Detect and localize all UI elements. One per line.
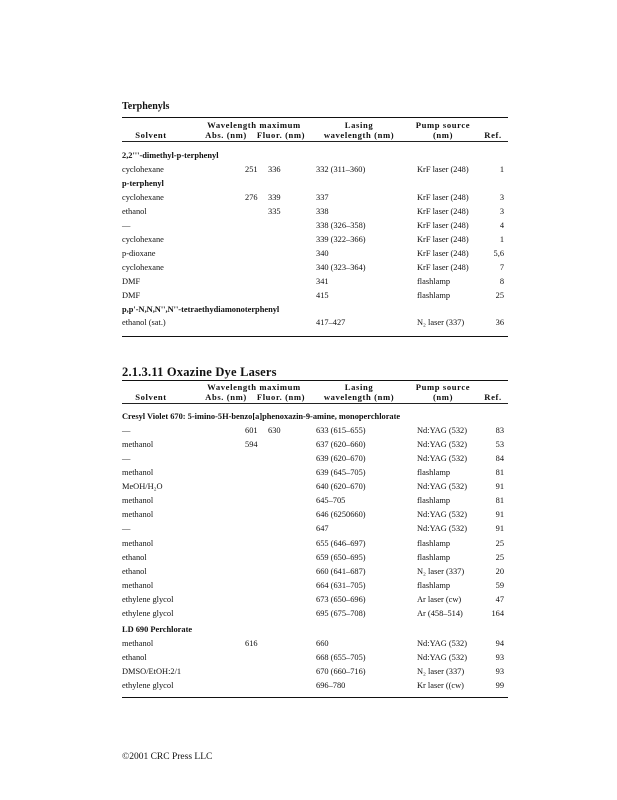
cell-solvent: DMSO/EtOH:2/1 [122, 667, 182, 676]
cell-pump: KrF laser (248) [417, 235, 469, 244]
cell-solvent: cyclohexane [122, 263, 164, 272]
table-row [122, 316, 508, 330]
cell-ref: 7 [499, 263, 504, 272]
cell-solvent: cyclohexane [122, 235, 164, 244]
cell-ref: 81 [495, 468, 504, 477]
cell-pump: flashlamp [417, 277, 451, 286]
cell-ref: 5,6 [493, 249, 504, 258]
cell-ref: 93 [495, 667, 504, 676]
cell-ref: 53 [495, 440, 504, 449]
table-row [122, 219, 508, 233]
cell-ref: 8 [499, 277, 504, 286]
cell-solvent: cyclohexane [122, 165, 164, 174]
cell-solvent: methanol [122, 510, 154, 519]
group-title: LD 690 Perchlorate [122, 625, 193, 634]
cell-lasing: 695 (675–708) [316, 609, 366, 618]
cell-pump: KrF laser (248) [417, 249, 469, 258]
table-row [122, 651, 508, 665]
table-row [122, 205, 508, 219]
cell-ref: 59 [495, 581, 504, 590]
cell-ref: 91 [495, 510, 504, 519]
cell-pump: flashlamp [417, 539, 451, 548]
cell-solvent: methanol [122, 440, 154, 449]
table-row [122, 537, 508, 551]
cell-pump: KrF laser (248) [417, 165, 469, 174]
header-lasing-2: wavelength (nm) [323, 392, 395, 402]
cell-ref: 91 [495, 482, 504, 491]
cell-lasing: 664 (631–705) [316, 581, 366, 590]
cell-ref: 99 [495, 681, 504, 690]
cell-solvent: ethanol [122, 653, 147, 662]
cell-lasing: 341 [316, 277, 329, 286]
cell-solvent: ethylene glycol [122, 609, 174, 618]
cell-pump: flashlamp [417, 553, 451, 562]
header-pump-1: Pump source [415, 382, 471, 392]
terphenyls-bottom-rule [122, 336, 508, 337]
header-pump-1: Pump source [415, 120, 471, 130]
cell-abs: 276 [245, 193, 258, 202]
header-ref: Ref. [484, 130, 502, 140]
header-lasing-2: wavelength (nm) [323, 130, 395, 140]
cell-pump: flashlamp [417, 468, 451, 477]
cell-lasing: 332 (311–360) [316, 165, 366, 174]
cell-fluor: 630 [268, 426, 281, 435]
cell-pump: Nd:YAG (532) [417, 524, 468, 533]
cell-abs: 594 [245, 440, 258, 449]
cell-lasing: 637 (620–660) [316, 440, 366, 449]
cell-fluor: 335 [268, 207, 281, 216]
cell-pump: Kr laser ((cw) [417, 681, 464, 690]
cell-pump: KrF laser (248) [417, 221, 469, 230]
table-row [122, 665, 508, 679]
copyright-footer: ©2001 CRC Press LLC [122, 752, 213, 762]
cell-ref: 93 [495, 653, 504, 662]
cell-pump: Ar (458–514) [417, 609, 463, 618]
table-row [122, 261, 508, 275]
cell-pump: KrF laser (248) [417, 193, 469, 202]
table-row [122, 522, 508, 536]
cell-pump: Nd:YAG (532) [417, 482, 468, 491]
cell-solvent: ethylene glycol [122, 681, 174, 690]
cell-pump: KrF laser (248) [417, 263, 469, 272]
cell-lasing: 633 (615–655) [316, 426, 366, 435]
cell-lasing: 646 (6250660) [316, 510, 366, 519]
header-abs: Abs. (nm) [205, 130, 247, 140]
header-lasing-1: Lasing [344, 120, 374, 130]
table-row [122, 163, 508, 177]
cell-pump: KrF laser (248) [417, 207, 469, 216]
cell-lasing: 668 (655–705) [316, 653, 366, 662]
cell-solvent: ethanol [122, 567, 147, 576]
cell-solvent: ethanol [122, 553, 147, 562]
group-title: p-terphenyl [122, 179, 164, 188]
cell-pump: N₂ laser (337) [417, 567, 465, 576]
table-row [122, 466, 508, 480]
header-fluor: Fluor. (nm) [256, 130, 306, 140]
table-row [122, 637, 508, 651]
table-row [122, 508, 508, 522]
cell-ref: 20 [495, 567, 504, 576]
group-title: Cresyl Violet 670: 5-imino-5H-benzo[a]phenoxazin-9-amine, monoperchlorate [122, 412, 401, 421]
cell-pump: N₂ laser (337) [417, 667, 465, 676]
cell-solvent: DMF [122, 291, 141, 300]
cell-ref: 47 [495, 595, 504, 604]
cell-lasing: 696–780 [316, 681, 346, 690]
cell-ref: 3 [499, 193, 504, 202]
cell-lasing: 639 (645–705) [316, 468, 366, 477]
cell-lasing: 647 [316, 524, 329, 533]
header-wavelength-max: Wavelength maximum [207, 382, 301, 392]
cell-ref: 81 [495, 496, 504, 505]
group-title: p,p'-N,N,N'',N''-tetraethydiamonoterphenyl [122, 305, 280, 314]
cell-pump: Nd:YAG (532) [417, 639, 468, 648]
cell-ref: 25 [495, 553, 504, 562]
cell-solvent: p-dioxane [122, 249, 156, 258]
cell-ref: 3 [499, 207, 504, 216]
cell-fluor: 339 [268, 193, 281, 202]
cell-lasing: 338 [316, 207, 329, 216]
header-pump-2: (nm) [432, 392, 454, 402]
table-row [122, 565, 508, 579]
cell-ref: 84 [495, 454, 504, 463]
cell-ref: 4 [499, 221, 504, 230]
cell-solvent: ethanol (sat.) [122, 318, 166, 327]
cell-solvent: methanol [122, 539, 154, 548]
cell-pump: N₂ laser (337) [417, 318, 465, 327]
table-row [122, 191, 508, 205]
cell-ref: 36 [495, 318, 504, 327]
cell-lasing: 338 (326–358) [316, 221, 366, 230]
cell-solvent: DMF [122, 277, 141, 286]
table-row [122, 233, 508, 247]
header-solvent: Solvent [135, 392, 167, 402]
header-solvent: Solvent [135, 130, 167, 140]
cell-ref: 94 [495, 639, 504, 648]
cell-ref: 1 [499, 165, 504, 174]
table-row [122, 275, 508, 289]
oxazine-header-rule [122, 403, 508, 404]
cell-solvent: methanol [122, 468, 154, 477]
cell-solvent: methanol [122, 581, 154, 590]
cell-lasing: 670 (660–716) [316, 667, 366, 676]
cell-pump: Ar laser (cw) [417, 595, 462, 604]
cell-abs: 616 [245, 639, 258, 648]
cell-solvent: — [122, 524, 131, 533]
cell-lasing: 660 (641–687) [316, 567, 366, 576]
cell-pump: flashlamp [417, 496, 451, 505]
cell-abs: 601 [245, 426, 258, 435]
cell-lasing: 417–427 [316, 318, 346, 327]
cell-lasing: 660 [316, 639, 329, 648]
cell-ref: 91 [495, 524, 504, 533]
cell-solvent: MeOH/H₂O [122, 482, 163, 491]
cell-pump: Nd:YAG (532) [417, 653, 468, 662]
table-row [122, 494, 508, 508]
cell-solvent: methanol [122, 496, 154, 505]
cell-pump: Nd:YAG (532) [417, 510, 468, 519]
cell-ref: 83 [495, 426, 504, 435]
cell-pump: Nd:YAG (532) [417, 426, 468, 435]
table-row [122, 679, 508, 693]
table-row [122, 289, 508, 303]
header-abs: Abs. (nm) [205, 392, 247, 402]
oxazine-title: 2.1.3.11 Oxazine Dye Lasers [122, 365, 277, 379]
cell-pump: flashlamp [417, 291, 451, 300]
cell-lasing: 673 (650–696) [316, 595, 366, 604]
cell-pump: flashlamp [417, 581, 451, 590]
cell-solvent: methanol [122, 639, 154, 648]
cell-lasing: 415 [316, 291, 329, 300]
header-lasing-1: Lasing [344, 382, 374, 392]
terphenyls-header-rule [122, 141, 508, 142]
table-row [122, 424, 508, 438]
cell-solvent: — [122, 426, 131, 435]
cell-abs: 251 [245, 165, 258, 174]
cell-pump: Nd:YAG (532) [417, 454, 468, 463]
cell-lasing: 645–705 [316, 496, 346, 505]
header-fluor: Fluor. (nm) [256, 392, 306, 402]
table-row [122, 452, 508, 466]
cell-solvent: ethanol [122, 207, 147, 216]
terphenyls-top-rule [122, 117, 508, 118]
cell-lasing: 337 [316, 193, 329, 202]
group-title: 2,2'''-dimethyl-p-terphenyl [122, 151, 219, 160]
cell-ref: 25 [495, 539, 504, 548]
header-wavelength-max: Wavelength maximum [207, 120, 301, 130]
cell-ref: 164 [491, 609, 504, 618]
cell-lasing: 659 (650–695) [316, 553, 366, 562]
header-ref: Ref. [484, 392, 502, 402]
table-row [122, 438, 508, 452]
cell-ref: 1 [499, 235, 504, 244]
cell-lasing: 639 (620–670) [316, 454, 366, 463]
cell-lasing: 339 (322–366) [316, 235, 366, 244]
cell-lasing: 655 (646–697) [316, 539, 366, 548]
table-row [122, 480, 508, 494]
cell-solvent: ethylene glycol [122, 595, 174, 604]
cell-solvent: — [122, 221, 131, 230]
cell-lasing: 340 (323–364) [316, 263, 366, 272]
table-row [122, 579, 508, 593]
cell-fluor: 336 [268, 165, 281, 174]
cell-pump: Nd:YAG (532) [417, 440, 468, 449]
oxazine-top-rule [122, 380, 508, 381]
cell-ref: 25 [495, 291, 504, 300]
cell-lasing: 640 (620–670) [316, 482, 366, 491]
cell-lasing: 340 [316, 249, 329, 258]
terphenyls-title: Terphenyls [122, 101, 170, 112]
oxazine-bottom-rule [122, 697, 508, 698]
cell-solvent: cyclohexane [122, 193, 164, 202]
header-pump-2: (nm) [432, 130, 454, 140]
table-row [122, 247, 508, 261]
cell-solvent: — [122, 454, 131, 463]
table-row [122, 607, 508, 621]
table-row [122, 593, 508, 607]
table-row [122, 551, 508, 565]
